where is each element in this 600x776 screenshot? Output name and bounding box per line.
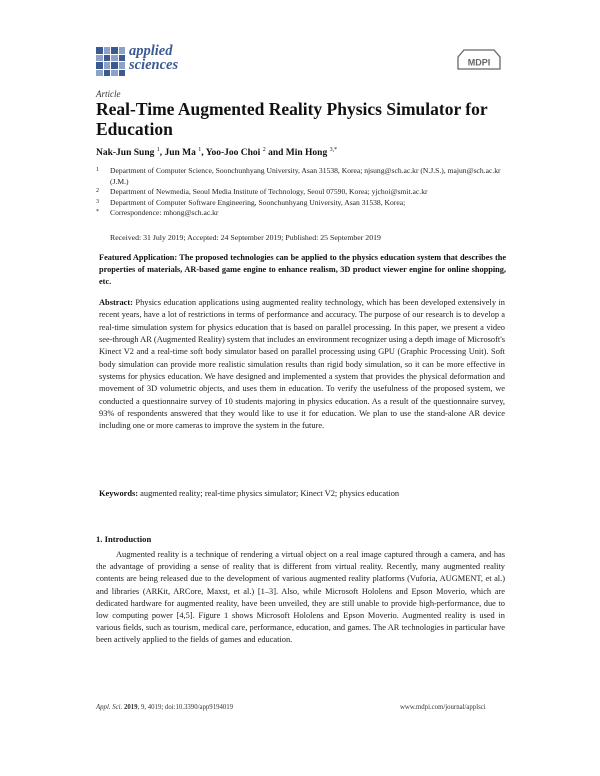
article-type: Article [96, 89, 121, 99]
paper-title: Real-Time Augmented Reality Physics Simulator for Education [96, 99, 488, 139]
publication-dates: Received: 31 July 2019; Accepted: 24 September 2019; Published: 25 September 2019 [110, 233, 381, 242]
affiliation-mark: * [96, 209, 99, 215]
featured-application: Featured Application: The proposed technologies can be applied to the physics education system that describes the properties of materials, AR-based game engine to enhance realism, 3D product viewer engine for online shopping, etc. [99, 253, 506, 287]
footer-journal-abbr: Appl. Sci. [96, 704, 123, 711]
author-affiliation-mark: 3,* [329, 147, 338, 153]
author-affiliation-mark: 1 [198, 147, 202, 153]
affiliation-mark: 1 [96, 167, 99, 173]
keywords-label: Keywords: [99, 489, 139, 498]
section-heading: 1. Introduction [96, 534, 152, 544]
affiliation-item [96, 187, 516, 198]
affiliation-text: Correspondence: mhong@sch.ac.kr [110, 208, 219, 217]
affiliation-list [96, 166, 516, 219]
footer-url[interactable]: www.mdpi.com/journal/applsci [400, 704, 486, 711]
footer-year: 2019 [123, 704, 138, 711]
author-name: Yoo-Joo Choi [205, 148, 261, 159]
keywords [99, 488, 505, 500]
author-name: Min Hong [285, 148, 328, 159]
journal-logo [96, 45, 178, 76]
author-name: Nak-Jun Sung [96, 148, 155, 159]
mdpi-logo [456, 49, 502, 70]
author-affiliation-mark: 1 [156, 147, 160, 153]
affiliation-text: Department of Computer Science, Soonchunhyang University, Asan 31538, Korea; njsung@sch.ac.kr (N.J.S.), majun@sch.ac.kr (J.M.) [110, 166, 501, 186]
affiliation-item [96, 208, 516, 219]
author-name: Jun Ma [164, 148, 196, 159]
affiliation-text: Department of Computer Software Engineering, Soonchunhyang University, Asan 31538, Korea; [110, 197, 406, 207]
section-body: Augmented reality is a technique of rendering a virtual object on a real image captured through a camera, and has the advantage of providing a sense of reality that is different from virtual reality. Recently, many augmented reality contents are being released due to the development of various augmented reality platforms (Vuforia, AUGMENT, et al.) and libraries (ARKit, ARCore, Maxst, et al.) [1–3]. Also, while Microsoft Hololens and Epson Moverio, which are dedicated hardware for augmented reality, have been unveiled, they are still unable to provide high-performance, due to low computing power [4,5]. Figure 1 shows Microsoft Hololens and Epson Moverio. Augmented reality is used in various fields, such as tourism, medical care, performance, education, and games. The AR technologies in particular have been actively applied to the fields of games and education. [96, 550, 505, 645]
affiliation-item [96, 198, 516, 209]
abstract-label: Abstract: [99, 298, 133, 307]
abstract [99, 297, 505, 433]
journal-logo-icon [96, 47, 125, 76]
footer-citation [96, 704, 233, 711]
affiliation-text: Department of Newmedia, Seoul Media Institute of Technology, Seoul 07590, Korea; yjchoi@smit.ac.kr [110, 187, 428, 196]
journal-name: applied sciences [129, 43, 179, 73]
footer-doi: , 9, 4019; doi:10.3390/app9194019 [137, 704, 234, 711]
abstract-text: Physics education applications using augmented reality technology, which has been developed extensively in recent years, have a lot of restrictions in terms of performance and accuracy. The purpose of our research is to develop a real-time simulation system for physics education that is based on parallel processing. In this paper, we present a video see-through AR (Augmented Reality) system that includes an environment recognizer using a depth image of Microsoft's Kinect V2 and a real-time soft body simulator based on parallel processing using GPU (Graphic Processing Unit). Soft body simulation can provide more realistic simulation results than rigid body simulation, so it can be more effective in systems for physics education. We have designed and implemented a system that provides the physical deformation and movement of 3D volumetric objects, and uses them in education. To verify the usefulness of the proposed system, we conducted a questionnaire survey of 10 students majoring in physics education. As a result of the questionnaire survey, 93% of respondents answered that they would like to use it for education. We plan to use the stand-alone AR device including one or more cameras to improve the system in the future. [99, 298, 505, 431]
author-affiliation-mark: 2 [262, 147, 266, 153]
keywords-text: augmented reality; real-time physics simulator; Kinect V2; physics education [140, 489, 400, 498]
affiliation-mark: 2 [96, 188, 99, 194]
author-list: Nak-Jun Sung $^1$, Jun Ma $^1$, Yoo-Joo Choi $^2$ and Min Hong $^{3,*}$ [96, 147, 338, 159]
affiliation-item [96, 166, 516, 187]
mdpi-logo-text: MDPI [467, 57, 491, 68]
affiliation-mark: 3 [96, 198, 99, 205]
